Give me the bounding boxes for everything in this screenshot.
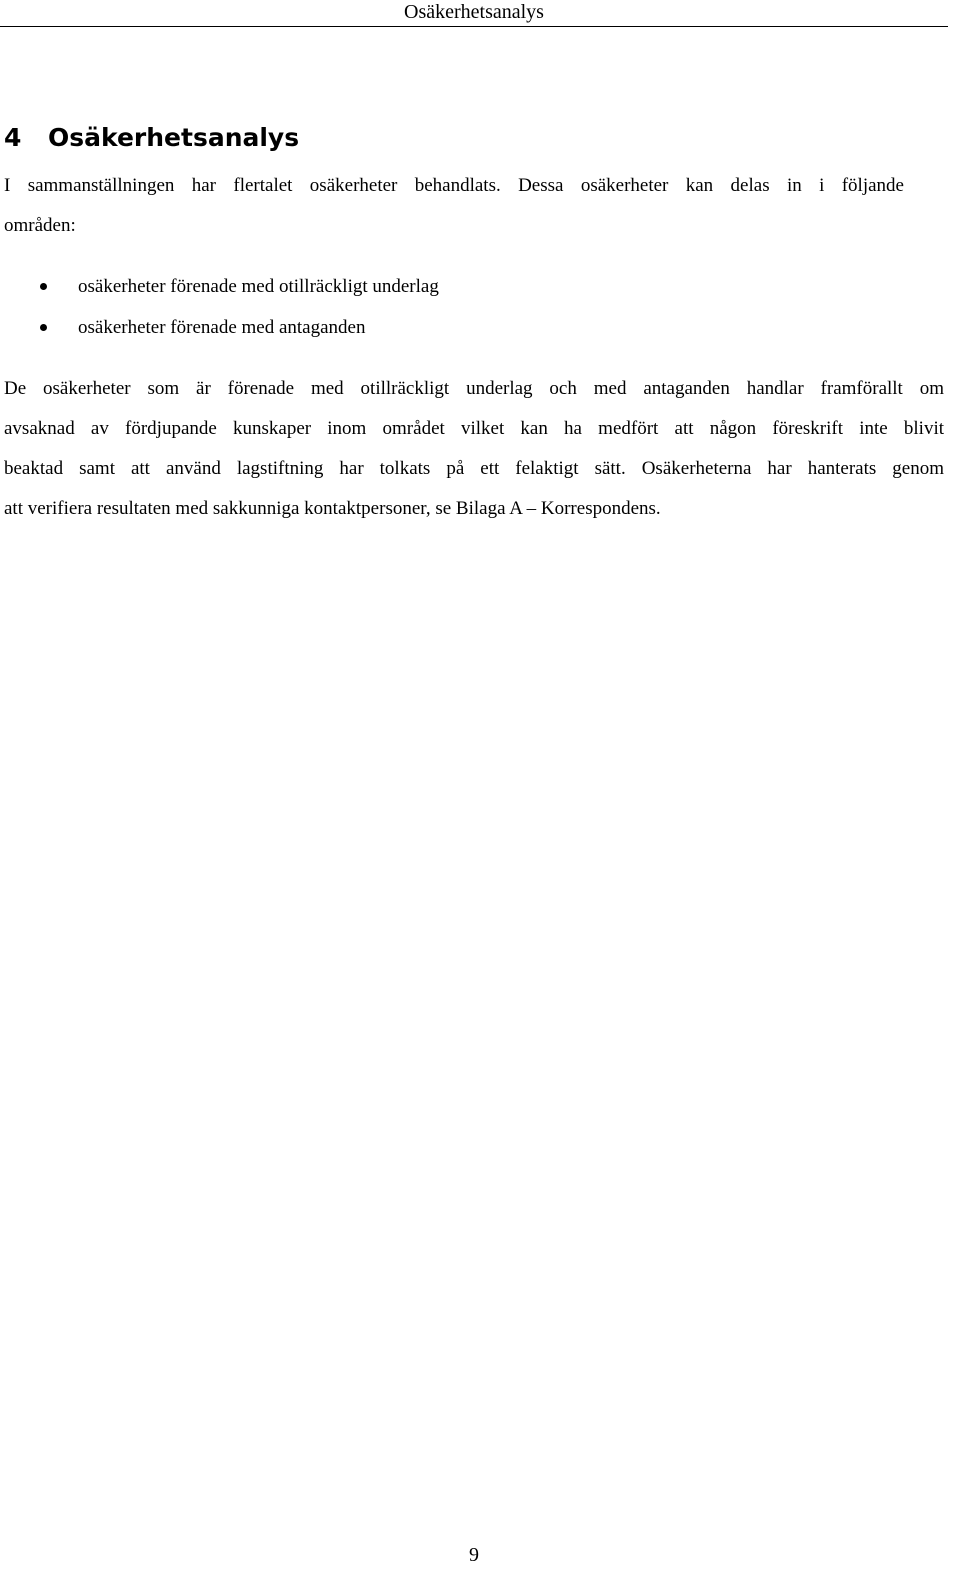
- running-header-title: Osäkerhetsanalys: [404, 1, 544, 23]
- section-number: 4: [4, 123, 22, 152]
- bullet-icon: [40, 283, 47, 290]
- list-item: [0, 267, 700, 308]
- paragraph-line: att verifiera resultaten med sakkunniga kontaktpersoner, se Bilaga A – Korrespondens.: [4, 498, 661, 519]
- intro-line: områden:: [4, 215, 76, 236]
- paragraph-line: beaktad samt att använd lagstiftning har tolkats på ett felaktigt sätt. Osäkerheterna har hanterats genom: [4, 458, 944, 479]
- section-title: Osäkerhetsanalys: [48, 123, 300, 152]
- list-item-text: osäkerheter förenade med antaganden: [78, 317, 366, 338]
- bullet-icon: [40, 324, 47, 331]
- section-heading: [4, 122, 299, 154]
- intro-line: I sammanställningen har flertalet osäkerheter behandlats. Dessa osäkerheter kan delas in i följande: [4, 175, 904, 196]
- paragraph-line: avsaknad av fördjupande kunskaper inom området vilket kan ha medfört att någon föreskrift inte blivit: [4, 418, 944, 439]
- list-item: [0, 308, 700, 349]
- running-header: [0, 0, 948, 27]
- bullet-list: [0, 267, 700, 349]
- intro-paragraph: [4, 166, 904, 246]
- list-item-text: osäkerheter förenade med otillräckligt underlag: [78, 276, 439, 297]
- page-number: 9: [469, 1544, 479, 1566]
- paragraph-line: De osäkerheter som är förenade med otillräckligt underlag och med antaganden handlar framförallt om: [4, 378, 944, 399]
- body-paragraph: [4, 369, 944, 529]
